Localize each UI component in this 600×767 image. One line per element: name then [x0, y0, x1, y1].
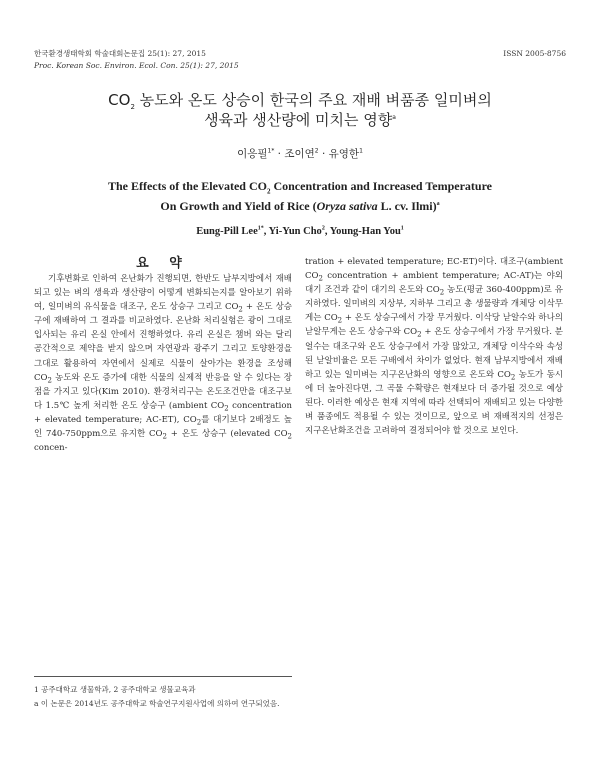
footnote-divider: [34, 676, 292, 677]
paper-title-ko: $CO_2$ 농도와 온도 상승이 한국의 주요 재배 벼품종 일미벼의 생육과 생산량에 미치는 영향$^a$: [108, 91, 492, 129]
authors-ko: 이응필$^{1*}$ · 조이연$^2$ · 유영한$^1$: [237, 147, 363, 160]
journal-title-en: Proc. Korean Soc. Environ. Ecol. Con. 25(1): 27, 2015: [34, 61, 239, 70]
abstract-heading: 요 약: [136, 256, 190, 271]
issn: ISSN 2005-8756: [503, 49, 566, 58]
authors-en: Eung-Pill Lee$^{1*}$, Yi-Yun Cho$^2$, Young-Han You$^1$: [196, 225, 404, 237]
footnote-funding: a 이 논문은 2014년도 공주대학교 학술연구지원사업에 의하여 연구되었음.: [34, 699, 280, 708]
paper-title-en: The Effects of the Elevated $CO_2$ Concentration and Increased Temperature On Growth and Yield of Rice (Oryza sativa L. cv. Ilmi)$^a$: [107, 179, 493, 213]
journal-title-ko: 한국환경생태학회 학술대회논문집 25(1): 27, 2015: [34, 49, 206, 58]
abstract-right-column: tration + elevated temperature; EC-ET)이다. 대조구(ambient $CO_2$ concentration + ambient temperature; AC-AT)는 야외 대기 조건과 같이 대기의 온도와 $CO_2$ 농도(평균 360-400ppm)로 유지하였다. 일미벼의 지상부, 지하부 그리고 총 생물량과 개체당 이삭무게는 $CO_2$ + 온도 상승구에서 가장 무거웠다. 이삭당 낟알수와 하나의 낟알무게는 온도 상승구와 $CO_2$ + 온도 상승구에서 가장 무거웠다. 분얼수는 대조구와 온도 상승구에서 가장 많았고, 개체당 이삭수와 속성된 낟알비율은 모든 구배에서 차이가 없었다. 현재 남부지방에서 재배하고 있는 일미벼는 지구온난화의 영향으로 온도와 $CO_2$ 농도가 동시에 더 높아진다면, 그 곡물 수확량은 현재보다 더 증가될 것으로 예상된다. 이러한 예상은 현재 지역에 따라 선택되어 재배되고 있는 다양한 벼 품종에도 적용될 수 있는 것이므로, 앞으로 벼 재배적지의 선정은 지구온난화조건을 고려하여 결정되어야 할 것으로 보인다.: [305, 257, 563, 437]
abstract-left-column: 기후변화로 인하여 온난화가 진행되면, 한반도 남부지방에서 재배되고 있는 벼의 생육과 생산량이 어떻게 변화되는지를 알아보기 위하여, 일미벼의 유식물을 대조구, 온도 상승구 그리고 $CO_2$ + 온도 상승구에 재배하여 그 결과를 비교하였다. 온난화 처리실험은 광이 그대로 입사되는 유리 온실 안에서 진행하였다. 유리 온실은 챔버 와는 달리 공간적으로 제약을 받지 않으며 자연광과 광주기 그리고 토양환경을 그대로 활용하여 자연에서 실제로 식물이 살아가는 환경을 조성해 $CO_2$ 농도와 온도 증가에 대한 식물의 실제적 반응을 알 수 있다는 장점을 가지고 있다(Kim 2010). 환경처리구는 온도조건만을 대조구보다 1.5℃ 높게 처리한 온도 상승구 (ambient $CO_2$ concentration + elevated temperature; AC-ET), $CO_2$를 대기보다 2배정도 높인 740-750ppm으로 유지한 $CO_2$ + 온도 상승구 (elevated $CO_2$ concen-: [34, 274, 293, 454]
footnote-affiliations: 1 공주대학교 생물학과, 2 공주대학교 생물교육과: [34, 685, 196, 694]
